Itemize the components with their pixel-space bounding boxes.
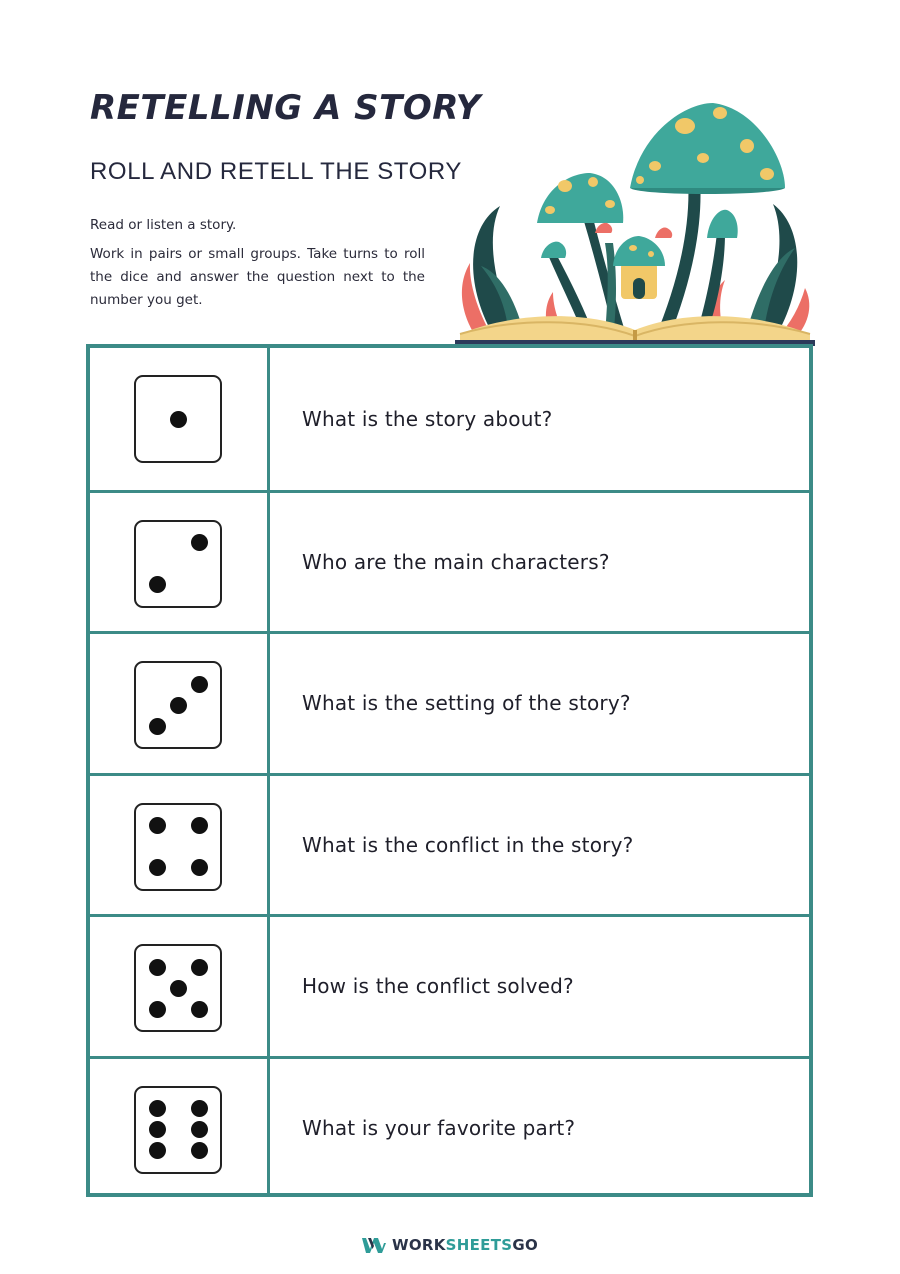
table-row <box>90 348 809 490</box>
die-six-icon <box>134 1086 222 1174</box>
die-four-icon <box>134 803 222 891</box>
page-title: RETELLING A STORY <box>90 88 481 128</box>
table-row <box>90 631 809 773</box>
instruction-2: Work in pairs or small groups. Take turns to roll the dice and answer the question next to the number you get. <box>90 246 425 308</box>
question-text: How is the conflict solved? <box>302 974 574 999</box>
table-row <box>90 490 809 632</box>
footer-logo <box>0 1236 900 1254</box>
question-text: What is the setting of the story? <box>302 691 631 716</box>
brand-name: WORKSHEETSGO <box>391 1236 539 1254</box>
dice-cell <box>90 1059 270 1198</box>
question-text: What is the conflict in the story? <box>302 832 634 857</box>
dice-cell <box>90 493 270 632</box>
die-five-icon <box>134 944 222 1032</box>
page-subtitle: ROLL AND RETELL THE STORY <box>90 158 463 185</box>
question-text: What is the story about? <box>302 406 553 431</box>
table-row <box>90 1056 809 1198</box>
mushroom-book-illustration <box>455 98 815 348</box>
question-text: What is your favorite part? <box>302 1115 576 1140</box>
instruction-1: Read or listen a story. <box>90 217 237 233</box>
dice-question-table <box>86 344 813 1197</box>
question-text: Who are the main characters? <box>302 549 610 574</box>
instructions <box>90 214 425 318</box>
dice-cell <box>90 776 270 915</box>
worksheetsgo-logo-icon <box>362 1237 386 1253</box>
die-two-icon <box>134 520 222 608</box>
table-row <box>90 914 809 1056</box>
dice-cell <box>90 917 270 1056</box>
die-one-icon <box>134 375 222 463</box>
die-three-icon <box>134 661 222 749</box>
dice-cell <box>90 634 270 773</box>
table-row <box>90 773 809 915</box>
dice-cell <box>90 348 270 490</box>
